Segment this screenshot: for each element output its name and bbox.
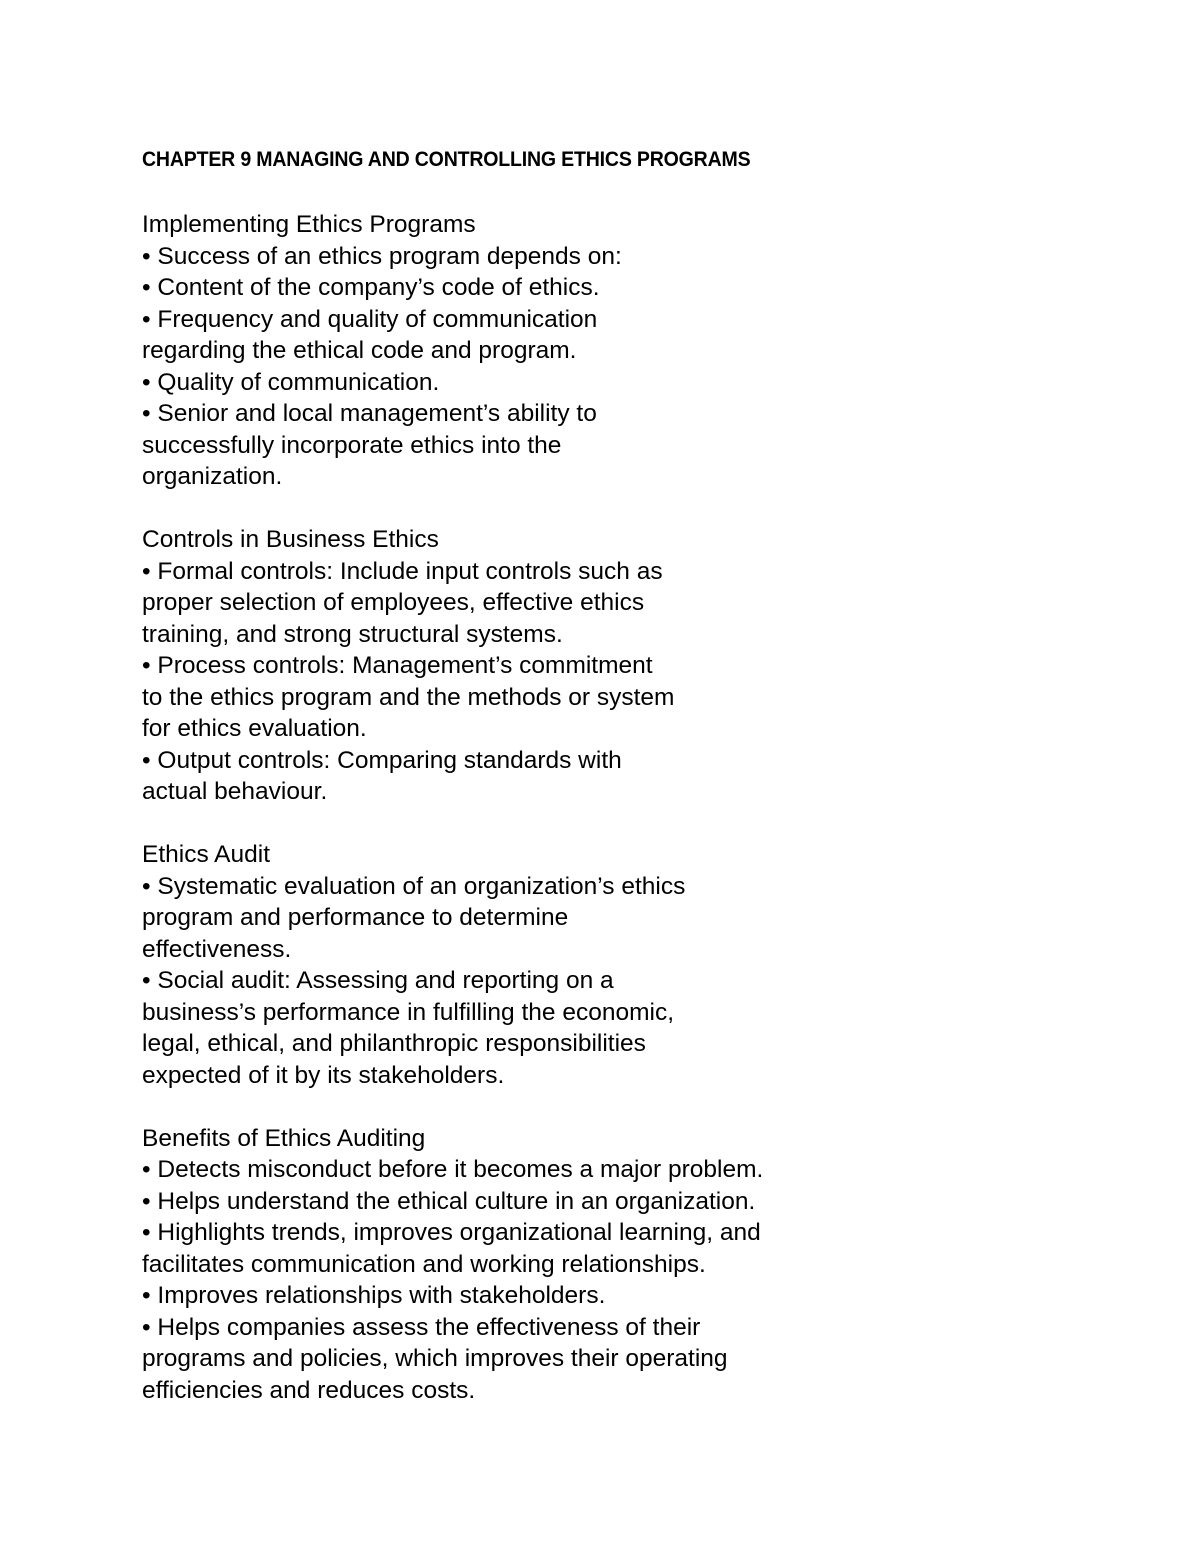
continuation-line: facilitates communication and working relationships. [142,1250,706,1278]
bullet-line: • Helps companies assess the effectiveness of their [142,1313,701,1341]
continuation-line: to the ethics program and the methods or system [142,683,675,711]
bullet-line: • Process controls: Management’s commitment [142,652,653,679]
continuation-line: programs and policies, which improves their operating [142,1345,728,1372]
bullet-line: • Frequency and quality of communication [142,305,598,333]
continuation-line: efficiencies and reduces costs. [142,1376,476,1404]
continuation-line: successfully incorporate ethics into the [142,431,562,459]
bullet-line: • Success of an ethics program depends on: [142,242,622,270]
continuation-line: proper selection of employees, effective ethics [142,589,645,616]
continuation-line: program and performance to determine [142,904,569,931]
spacer [142,493,1122,525]
continuation-line: legal, ethical, and philanthropic responsibilities [142,1030,646,1057]
bullet-line: • Content of the company’s code of ethics. [142,274,600,301]
bullet-line: • Quality of communication. [142,368,440,396]
bullet-line: • Helps understand the ethical culture in an organization. [142,1187,756,1215]
continuation-line: regarding the ethical code and program. [142,337,577,364]
bullet-line: • Output controls: Comparing standards with [142,746,622,774]
bullet-line: • Detects misconduct before it becomes a major problem. [142,1156,764,1183]
section-heading: Controls in Business Ethics [142,526,439,553]
continuation-line: expected of it by its stakeholders. [142,1061,505,1089]
bullet-line: • Formal controls: Include input controls such as [142,557,663,585]
chapter-title: CHAPTER 9 MANAGING AND CONTROLLING ETHICS PROGRAMS [142,148,751,171]
continuation-line: actual behaviour. [142,778,328,805]
section-heading: Ethics Audit [142,841,271,868]
continuation-line: business’s performance in fulfilling the economic, [142,998,675,1026]
bullet-line: • Social audit: Assessing and reporting on a [142,967,614,994]
spacer [142,175,1122,209]
bullet-line: • Highlights trends, improves organizational learning, and [142,1219,761,1246]
continuation-line: training, and strong structural systems. [142,620,563,648]
spacer [142,1091,1122,1123]
section-heading: Implementing Ethics Programs [142,211,476,238]
bullet-line: • Improves relationships with stakeholders. [142,1282,606,1309]
bullet-line: • Systematic evaluation of an organization’s ethics [142,872,686,900]
document-body [142,144,1122,1406]
continuation-line: effectiveness. [142,935,292,963]
continuation-line: for ethics evaluation. [142,715,367,742]
spacer [142,808,1122,840]
bullet-line: • Senior and local management’s ability to [142,400,597,427]
section-heading: Benefits of Ethics Auditing [142,1124,426,1152]
continuation-line: organization. [142,463,283,490]
